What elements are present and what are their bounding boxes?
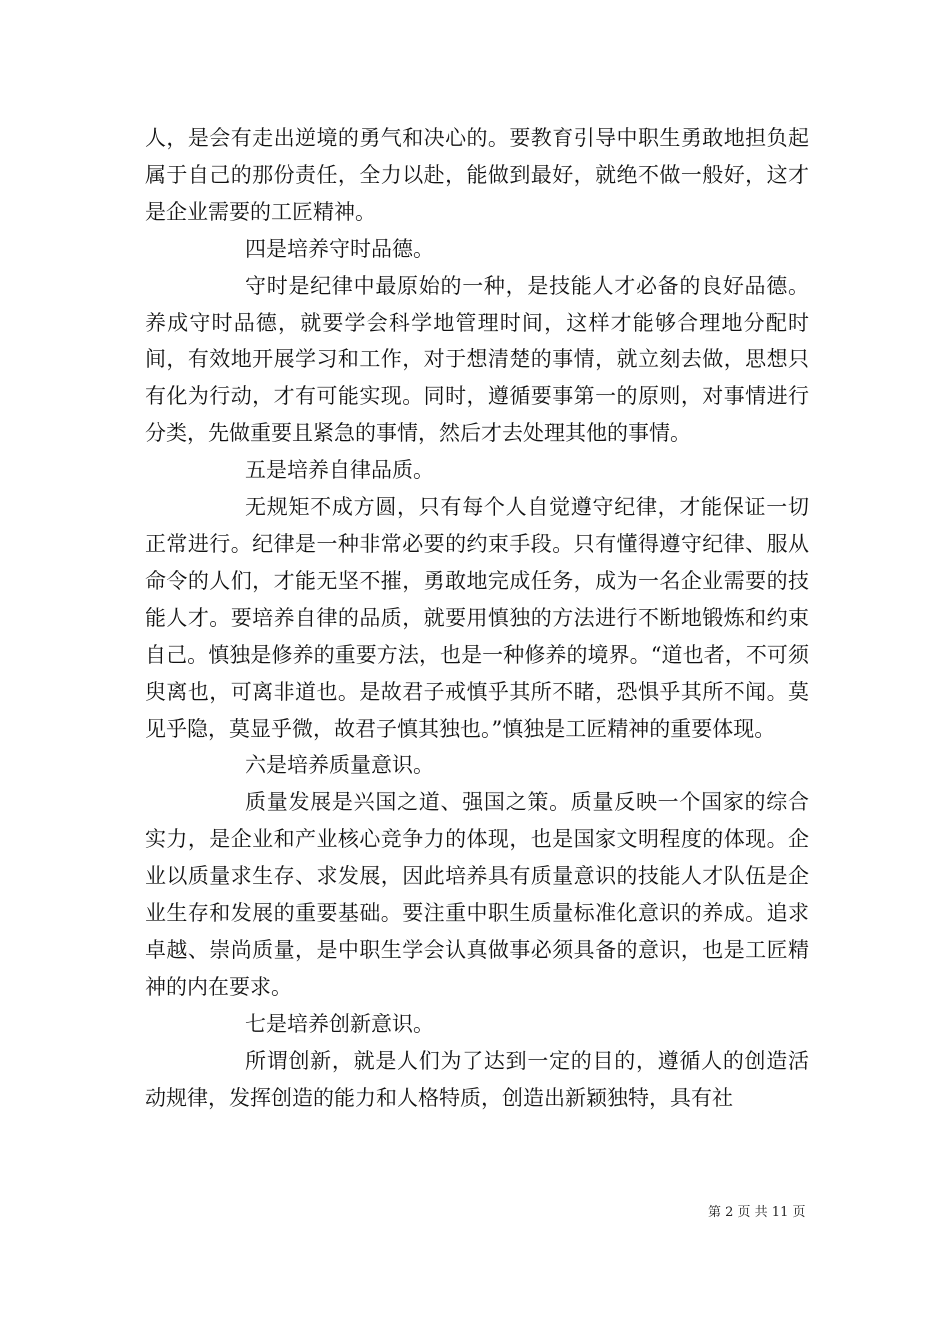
- section-heading-punctuality: 四是培养守时品德。: [245, 236, 434, 261]
- section-heading-quality: 六是培养质量意识。: [245, 753, 434, 778]
- paragraph-punctuality: 守时是纪律中最原始的一种，是技能人才必备的良好品德。养成守时品德，就要学会科学地管理时间，这样才能够合理地分配时间，有效地开展学习和工作，对于想清楚的事情，就立刻去做，思想只有化为行动，才有可能实现。同时，遵循要事第一的原则，对事情进行分类，先做重要且紧急的事情，然后才去处理其他的事情。: [145, 273, 809, 446]
- document-body: [145, 120, 809, 1116]
- page-number-footer: 第 2 页 共 11 页: [708, 1205, 806, 1220]
- section-heading-innovation: 七是培养创新意识。: [245, 1011, 434, 1036]
- paragraph-quality: 质量发展是兴国之道、强国之策。质量反映一个国家的综合实力，是企业和产业核心竞争力的体现，也是国家文明程度的体现。企业以质量求生存、求发展，因此培养具有质量意识的技能人才队伍是企业生存和发展的重要基础。要注重中职生质量标准化意识的养成。追求卓越、崇尚质量，是中职生学会认真做事必须具备的意识，也是工匠精神的内在要求。: [145, 790, 809, 999]
- paragraph-self-discipline: 无规矩不成方圆，只有每个人自觉遵守纪律，才能保证一切正常进行。纪律是一种非常必要的约束手段。只有懂得遵守纪律、服从命令的人们，才能无坚不摧，勇敢地完成任务，成为一名企业需要的技能人才。要培养自律的品质，就要用慎独的方法进行不断地锻炼和约束自己。慎独是修养的重要方法，也是一种修养的境界。“道也者，不可须臾离也，可离非道也。是故君子戒慎乎其所不睹，恐惧乎其所不闻。莫见乎隐，莫显乎微，故君子慎其独也。”慎独是工匠精神的重要体现。: [145, 495, 809, 741]
- section-heading-self-discipline: 五是培养自律品质。: [245, 458, 434, 483]
- paragraph-continuation: 人，是会有走出逆境的勇气和决心的。要教育引导中职生勇敢地担负起属于自己的那份责任，全力以赴，能做到最好，就绝不做一般好，这才是企业需要的工匠精神。: [145, 126, 809, 224]
- paragraph-innovation: 所谓创新，就是人们为了达到一定的目的，遵循人的创造活动规律，发挥创造的能力和人格特质，创造出新颖独特，具有社: [145, 1048, 809, 1110]
